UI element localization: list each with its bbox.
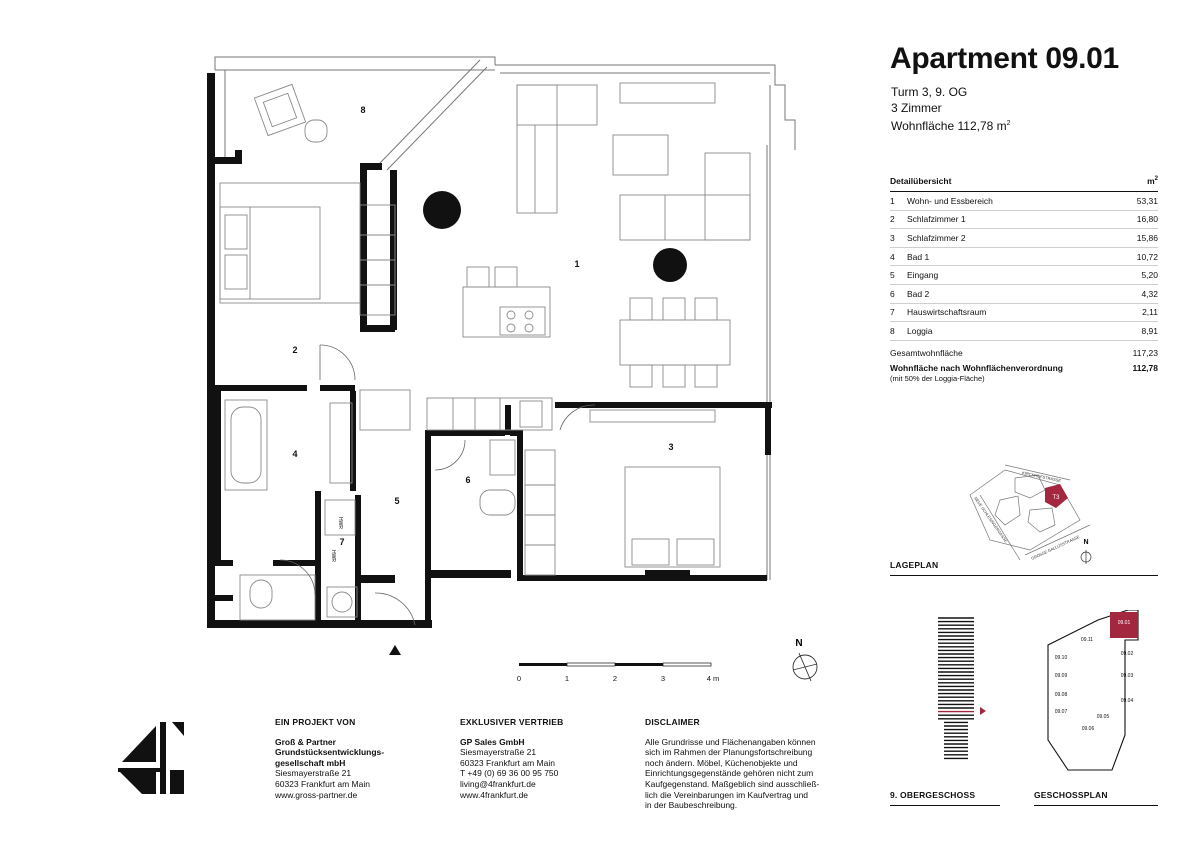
row-value: 15,86 bbox=[1136, 232, 1158, 243]
tower-label: T3 bbox=[1052, 495, 1060, 501]
unit-0903: 09.03 bbox=[1120, 673, 1134, 679]
row-label: Bad 2 bbox=[907, 288, 930, 299]
disclaimer-line: Einrichtungsgegenstände gehören nicht zum bbox=[645, 768, 814, 779]
floor-rule bbox=[890, 805, 1000, 806]
sales-company: GP Sales GmbH bbox=[460, 736, 525, 747]
row-number: 7 bbox=[890, 307, 895, 318]
scale-tick: 1 bbox=[564, 674, 570, 683]
row-number: 4 bbox=[890, 251, 895, 262]
row-label: Schlafzimmer 2 bbox=[907, 232, 966, 243]
hwr-tag: HWR bbox=[330, 550, 336, 562]
unit-0908: 09.08 bbox=[1054, 692, 1068, 698]
disclaimer-line: noch ändern. Möbel, Küchenobjekte und bbox=[645, 757, 798, 768]
unit-0905: 09.05 bbox=[1096, 714, 1110, 720]
disclaimer-line: lich die Vereinbarungen im Kaufvertrag und bbox=[645, 789, 809, 800]
project-company: Groß & Partner bbox=[275, 736, 336, 747]
room-label-6: 6 bbox=[465, 475, 471, 485]
table-row bbox=[890, 229, 1158, 248]
room-label-3: 3 bbox=[668, 442, 674, 452]
floor-indicator bbox=[980, 707, 986, 715]
row-number: 1 bbox=[890, 195, 895, 206]
net-note: (mit 50% der Loggia-Fläche) bbox=[890, 373, 985, 383]
total-value: 117,23 bbox=[1132, 347, 1158, 358]
total-row bbox=[890, 348, 1158, 358]
glazing-lines bbox=[215, 57, 795, 580]
unit-0911: 09.11 bbox=[1080, 637, 1094, 643]
disclaimer-line: Alle Grundrisse und Flächenangaben können bbox=[645, 736, 816, 747]
street-top: KIRCHHOFSTRASSE bbox=[1021, 470, 1062, 484]
disclaimer-column bbox=[645, 717, 825, 811]
room-label-5: 5 bbox=[394, 496, 400, 506]
tower-floor: Turm 3, 9. OG bbox=[891, 85, 968, 99]
floor-overview bbox=[920, 610, 1170, 790]
room-label-2: 2 bbox=[292, 345, 298, 355]
disclaimer-line: in der Baubeschreibung. bbox=[645, 800, 738, 811]
sales-column bbox=[460, 717, 620, 800]
street-bottom: GROSSE GALLUSSTRASSE bbox=[1030, 534, 1081, 561]
row-label: Eingang bbox=[907, 270, 939, 281]
sales-city: 60323 Frankfurt am Main bbox=[460, 757, 555, 768]
sales-web-link[interactable]: www.4frankfurt.de bbox=[460, 789, 529, 800]
total-label: Gesamtwohnfläche bbox=[890, 347, 963, 358]
row-number: 6 bbox=[890, 288, 895, 299]
sales-email[interactable]: living@4frankfurt.de bbox=[460, 778, 536, 789]
unit-0910: 09.10 bbox=[1054, 655, 1068, 661]
scale-tick: 4 m bbox=[706, 674, 720, 683]
net-label: Wohnfläche nach Wohnflächenverordnung bbox=[890, 362, 1064, 373]
floorplan-caption: GESCHOSSPLAN bbox=[1034, 790, 1108, 800]
project-street: Siesmayerstraße 21 bbox=[275, 768, 352, 779]
table-row bbox=[890, 285, 1158, 304]
hwr-tag: HWR bbox=[337, 517, 343, 529]
row-number: 5 bbox=[890, 270, 895, 281]
row-label: Bad 1 bbox=[907, 251, 930, 262]
row-number: 2 bbox=[890, 214, 895, 225]
table-row bbox=[890, 248, 1158, 267]
table-row bbox=[890, 192, 1158, 211]
area-table bbox=[890, 176, 1158, 383]
table-row bbox=[890, 211, 1158, 230]
disclaimer-line: Kaufgegenstand. Maßgeblich sind ausschließ- bbox=[645, 778, 820, 789]
unit-0907: 09.07 bbox=[1054, 709, 1068, 715]
table-header bbox=[890, 176, 1158, 192]
scale-bar bbox=[510, 655, 730, 687]
site-plan bbox=[960, 460, 1100, 570]
living-area: Wohnfläche 112,78 $m^2$ bbox=[891, 119, 1011, 133]
floor-plan bbox=[195, 45, 815, 695]
row-label: Schlafzimmer 1 bbox=[907, 214, 966, 225]
net-value: 112,78 bbox=[1132, 362, 1158, 373]
table-heading: Detailübersicht bbox=[890, 176, 952, 186]
row-value: 4,32 bbox=[1141, 288, 1158, 299]
table-row bbox=[890, 304, 1158, 323]
row-label: Loggia bbox=[907, 325, 933, 336]
column-round bbox=[423, 191, 461, 229]
disclaimer-line: sich im Rahmen der Planungsfortschreibung bbox=[645, 747, 813, 758]
project-company: Grundstücksentwicklungs- bbox=[275, 747, 385, 758]
project-column bbox=[275, 717, 435, 800]
row-value: 53,31 bbox=[1136, 195, 1158, 206]
site-north-label: N bbox=[1083, 539, 1089, 546]
unit-0906: 09.06 bbox=[1081, 726, 1095, 732]
unit-0909: 09.09 bbox=[1054, 673, 1068, 679]
unit-0901: 09.01 bbox=[1117, 620, 1131, 626]
sales-heading: EXKLUSIVER VERTRIEB bbox=[460, 717, 564, 727]
row-number: 3 bbox=[890, 232, 895, 243]
row-number: 8 bbox=[890, 325, 895, 336]
brand-logo bbox=[118, 722, 184, 794]
unit-0902: 09.02 bbox=[1120, 651, 1134, 657]
room-label-1: 1 bbox=[574, 259, 580, 269]
project-heading: EIN PROJEKT VON bbox=[275, 717, 356, 727]
street-left: NEUE SCHLESINGERGASSE bbox=[973, 495, 1009, 544]
site-caption: LAGEPLAN bbox=[890, 560, 939, 570]
entrance-marker bbox=[389, 645, 401, 655]
floorplan-rule bbox=[1034, 805, 1158, 806]
scale-tick: 0 bbox=[516, 674, 522, 683]
floor-caption: 9. OBERGESCHOSS bbox=[890, 790, 976, 800]
row-value: 2,11 bbox=[1142, 307, 1158, 318]
row-label: Hauswirtschaftsraum bbox=[907, 307, 987, 318]
column-round bbox=[653, 248, 687, 282]
room-label-8: 8 bbox=[360, 105, 366, 115]
disclaimer-heading: DISCLAIMER bbox=[645, 717, 700, 727]
project-web-link[interactable]: www.gross-partner.de bbox=[275, 789, 358, 800]
room-count: 3 Zimmer bbox=[891, 101, 942, 115]
sales-street: Siesmayerstraße 21 bbox=[460, 747, 537, 758]
net-row bbox=[890, 363, 1158, 373]
row-value: 5,20 bbox=[1141, 270, 1158, 281]
unit-0904: 09.04 bbox=[1120, 698, 1134, 704]
row-value: 10,72 bbox=[1136, 251, 1158, 262]
project-city: 60323 Frankfurt am Main bbox=[275, 778, 370, 789]
project-company: gesellschaft mbH bbox=[275, 757, 346, 768]
row-value: 8,91 bbox=[1141, 325, 1158, 336]
north-arrow-icon bbox=[785, 635, 825, 687]
room-label-7: 7 bbox=[339, 537, 345, 547]
scale-tick: 2 bbox=[612, 674, 618, 683]
row-value: 16,80 bbox=[1136, 214, 1158, 225]
site-rule bbox=[890, 575, 1158, 576]
table-row bbox=[890, 266, 1158, 285]
north-label: N bbox=[795, 638, 803, 649]
table-unit: $m^2$ bbox=[1147, 176, 1158, 186]
room-label-4: 4 bbox=[292, 449, 298, 459]
table-row bbox=[890, 322, 1158, 341]
sales-phone[interactable]: T +49 (0) 69 36 00 95 750 bbox=[460, 768, 559, 779]
scale-tick: 3 bbox=[660, 674, 666, 683]
row-label: Wohn- und Essbereich bbox=[907, 195, 993, 206]
apartment-title: Apartment 09.01 bbox=[890, 42, 1119, 75]
furniture bbox=[220, 83, 750, 620]
